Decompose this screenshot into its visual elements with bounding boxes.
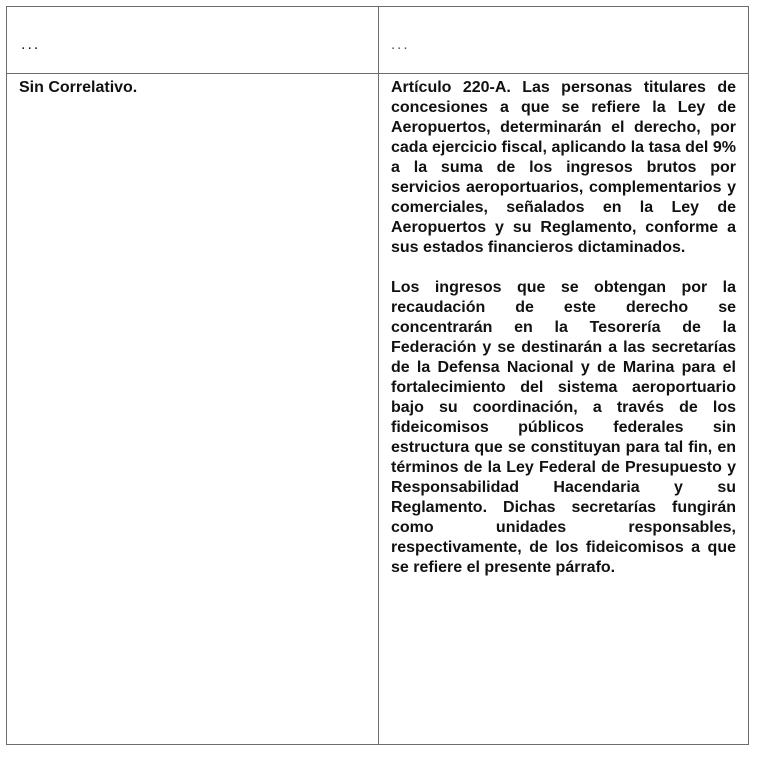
comparison-table <box>6 6 749 745</box>
no-correlative-label: Sin Correlativo. <box>19 79 138 96</box>
table-row <box>7 74 749 745</box>
table-row <box>7 7 749 74</box>
article-paragraph: Los ingresos que se obtengan por la recaudación de este derecho se concentrarán en la Tesorería de la Federación y se destinarán a las secretarías de la Defensa Nacional y de Marina para el fortalecimiento del sistema aeroportuario bajo su coordinación, a través de los fideicomisos públicos federales sin estructura que se constituyan para tal fin, en términos de la Ley Federal de Presupuesto y Responsabilidad Hacendaria y su Reglamento. Dichas secretarías fungirán como unidades responsables, respectivamente, de los fideicomisos a que se refiere el presente párrafo. <box>391 279 736 576</box>
article-text-block <box>379 74 748 578</box>
ellipsis-text: ... <box>21 36 41 53</box>
table-cell-right <box>379 74 749 745</box>
article-paragraph: Artículo 220-A. Las personas titulares de concesiones a que se refiere la Ley de Aeropuertos, determinarán el derecho, por cada ejercicio fiscal, aplicando la tasa del 9% a la suma de los ingresos brutos por servicios aeroportuarios, complementarios y comerciales, señalados en la Ley de Aeropuertos y su Reglamento, conforme a sus estados financieros dictaminados. <box>391 79 736 256</box>
table-cell-left <box>7 74 379 745</box>
ellipsis-text: ... <box>391 36 410 53</box>
table-cell-right <box>379 7 749 74</box>
table-cell-left <box>7 7 379 74</box>
